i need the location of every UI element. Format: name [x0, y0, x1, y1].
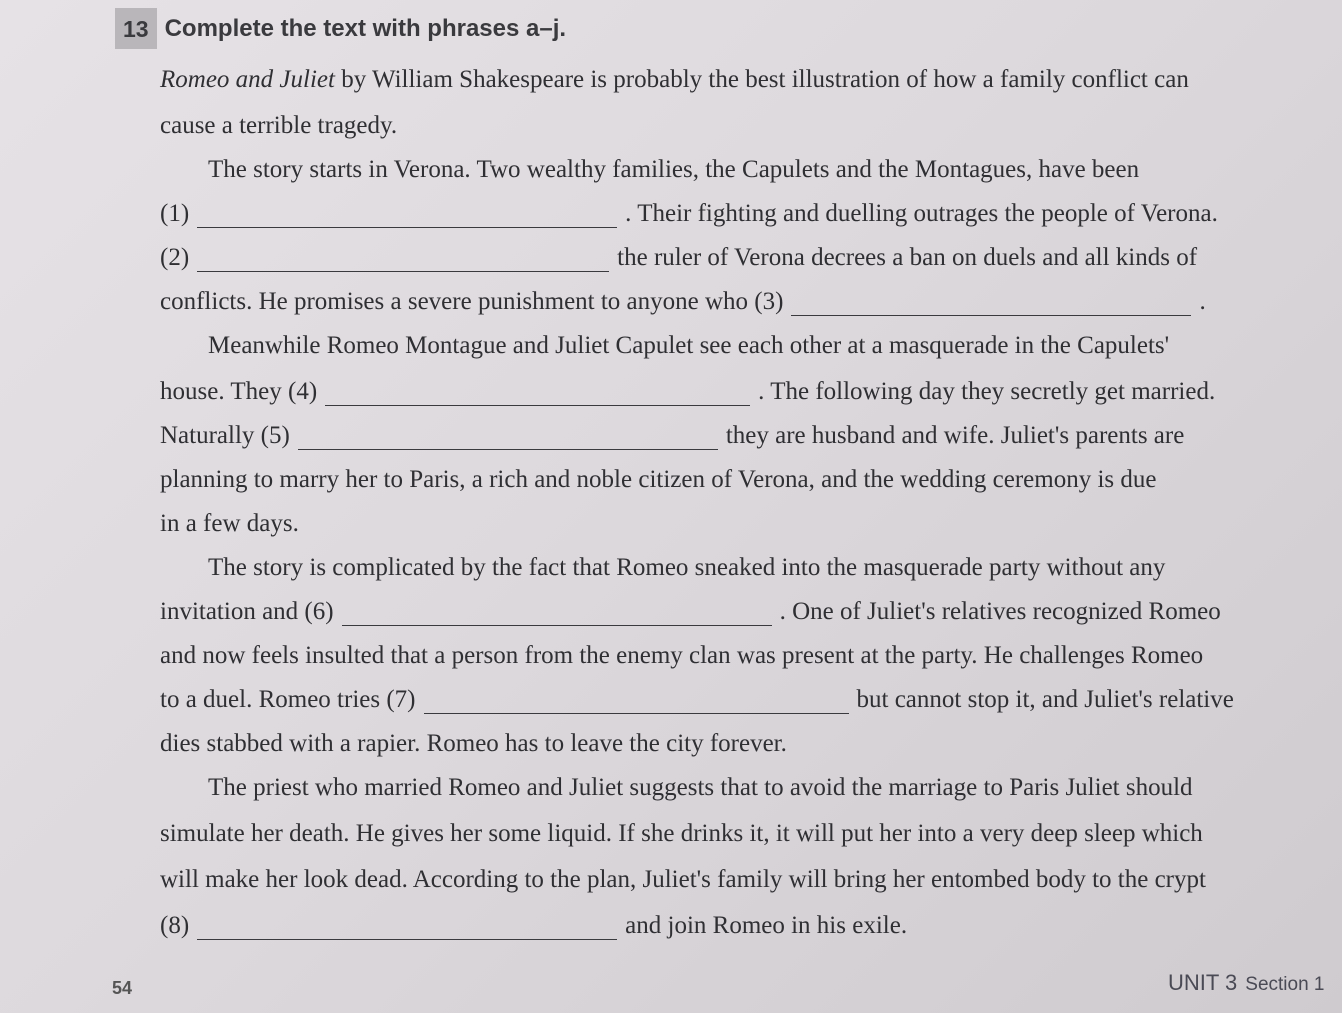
line-text: planning to marry her to Paris, a rich and noble citizen of Verona, and the wedding ceremony is due — [160, 466, 1157, 493]
answer-blank-8[interactable] — [197, 921, 617, 940]
page-number: 54 — [112, 978, 133, 998]
line-text: dies stabbed with a rapier. Romeo has to leave the city forever. — [160, 730, 787, 757]
text-line — [160, 866, 1310, 894]
line-text: and now feels insulted that a person from the enemy clan was present at the party. He challenges Romeo — [160, 642, 1204, 669]
exercise-number: 13 — [115, 8, 157, 49]
line-text: The story is complicated by the fact that Romeo sneaked into the masquerade party without any — [208, 554, 1166, 581]
text-line — [208, 554, 1308, 582]
text-line — [160, 244, 1310, 272]
line-text: . One of Juliet's relatives recognized Romeo — [779, 598, 1221, 625]
line-text: they are husband and wife. Juliet's parents are — [725, 422, 1185, 449]
text-line — [160, 466, 1310, 494]
section-label: Section 1 — [1245, 974, 1325, 995]
line-text: Naturally (5) — [160, 422, 290, 449]
exercise-instruction: Complete the text with phrases a–j. — [164, 14, 567, 42]
line-text: invitation and (6) — [160, 598, 334, 625]
answer-blank-7[interactable] — [424, 695, 849, 714]
blank-label: (8) — [160, 912, 190, 939]
text-line — [160, 598, 1310, 626]
line-text: the ruler of Verona decrees a ban on duels and all kinds of — [617, 244, 1198, 271]
answer-blank-2[interactable] — [197, 253, 609, 272]
exercise-header — [115, 8, 566, 49]
answer-blank-6[interactable] — [342, 607, 772, 626]
line-text: The story starts in Verona. Two wealthy families, the Capulets and the Montagues, have been — [208, 156, 1140, 183]
book-title: Romeo and Juliet — [160, 66, 335, 93]
unit-label: UNIT 3 — [1168, 970, 1238, 995]
line-text: . Their fighting and duelling outrages the people of Verona. — [625, 200, 1218, 227]
line-text: by William Shakespeare is probably the best illustration of how a family conflict can — [341, 66, 1189, 93]
line-text: The priest who married Romeo and Juliet suggests that to avoid the marriage to Paris Juliet should — [208, 774, 1193, 801]
text-line — [160, 200, 1310, 228]
answer-blank-5[interactable] — [298, 431, 718, 450]
answer-blank-4[interactable] — [325, 387, 750, 406]
line-text: to a duel. Romeo tries (7) — [160, 686, 416, 713]
text-line — [160, 820, 1310, 848]
unit-section-label — [1168, 970, 1325, 996]
text-line — [160, 422, 1310, 450]
text-line — [160, 510, 1310, 538]
line-text: cause a terrible tragedy. — [160, 112, 398, 139]
blank-label: (1) — [160, 200, 190, 227]
text-line — [208, 332, 1308, 360]
line-text: house. They (4) — [160, 378, 318, 405]
text-line — [160, 730, 1310, 758]
text-line — [160, 912, 1310, 940]
line-text: . — [1199, 288, 1206, 315]
text-line — [208, 774, 1308, 802]
text-line — [160, 288, 1310, 316]
answer-blank-1[interactable] — [197, 209, 617, 228]
line-text: and join Romeo in his exile. — [625, 912, 908, 939]
line-text: . The following day they secretly get married. — [758, 378, 1216, 405]
text-line — [160, 66, 1310, 94]
text-line — [160, 642, 1310, 670]
text-line — [208, 156, 1308, 184]
text-line — [160, 378, 1310, 406]
text-line — [160, 112, 1310, 140]
line-text: Meanwhile Romeo Montague and Juliet Capulet see each other at a masquerade in the Capulets' — [208, 332, 1170, 359]
line-text: simulate her death. He gives her some liquid. If she drinks it, it will put her into a very deep sleep which — [160, 820, 1203, 847]
line-text: in a few days. — [160, 510, 299, 537]
text-line — [160, 686, 1310, 714]
line-text: conflicts. He promises a severe punishment to anyone who (3) — [160, 288, 784, 315]
blank-label: (2) — [160, 244, 190, 271]
line-text: will make her look dead. According to the plan, Juliet's family will bring her entombed body to the crypt — [160, 866, 1206, 893]
line-text: but cannot stop it, and Juliet's relative — [856, 686, 1234, 713]
answer-blank-3[interactable] — [791, 297, 1191, 316]
